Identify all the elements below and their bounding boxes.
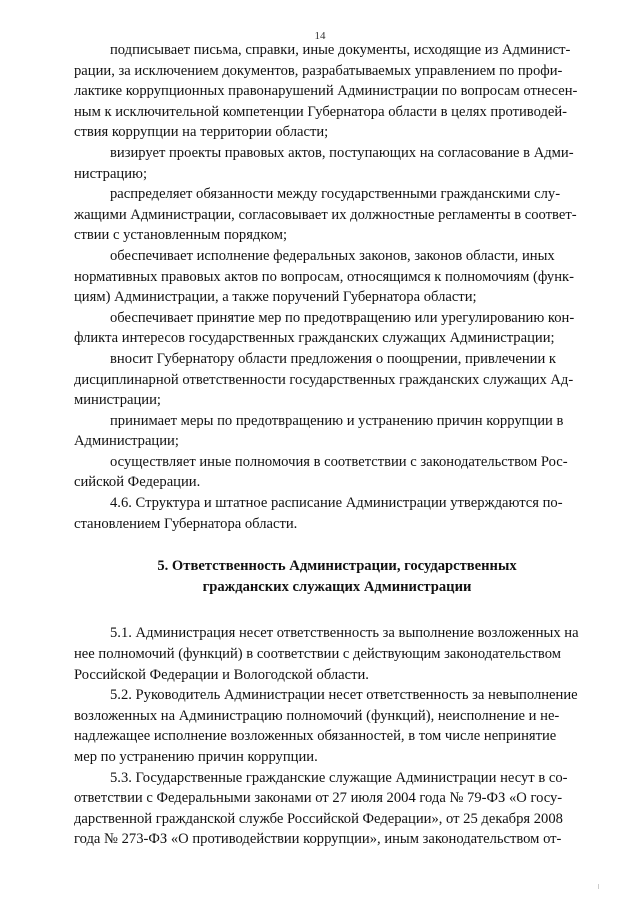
- section-5-heading: 5. Ответственность Администрации, государственных гражданских служащих Администрации: [157, 558, 517, 595]
- paragraph-5-3: 5.3. Государственные гражданские служащие Администрации несут в со- ответствии с Федеральными законами от 27 июля 2004 года № 79-ФЗ «О госу- дарственной гражданской службе Российской Федерации», от 25 декабря 2008 года № 273-ФЗ «О противодействии коррупции», иным законодательством от-: [74, 769, 568, 848]
- paragraph-ensure-execution: обеспечивает исполнение федеральных законов, законов области, иных нормативных правовых актов по вопросам, относящимся к полномочиям (функ- циям) Администрации, а также поручений Губернатора области;: [74, 247, 574, 306]
- paragraph-distribute-duties: распределяет обязанности между государственными гражданскими слу- жащими Администрации, согласовывает их должностные регламенты в соответ- ствии с установленным порядком;: [74, 186, 577, 244]
- paragraph-other-powers: осуществляет иные полномочия в соответствии с законодательством Рос- сийской Федерации.: [74, 453, 568, 491]
- paragraph-5-2: 5.2. Руководитель Администрации несет ответственность за невыполнение возложенных на Администрацию полномочий (функций), неисполнение и не- надлежащее исполнение возложенных обязанностей, в том числе непринятие мер по устранению причин коррупции.: [74, 687, 578, 765]
- paragraph-proposals-governor: вносит Губернатору области предложения о поощрении, привлечении к дисциплинарной ответственности государственных гражданских служащих Ад- министрации;: [74, 350, 574, 409]
- paragraph-corruption-measures: принимает меры по предотвращению и устранению причин коррупции в Администрации;: [74, 412, 564, 450]
- scan-artifact: [598, 884, 599, 889]
- paragraph-conflict-of-interest: обеспечивает принятие мер по предотвращению или урегулированию кон- фликта интересов государственных гражданских служащих Администрации;: [74, 309, 575, 347]
- paragraph-5-1: 5.1. Администрация несет ответственность за выполнение возложенных на нее полномочий (функций) в соответствии с действующим законодательством Российской Федерации и Вологодской области.: [74, 625, 579, 683]
- paragraph-4-6-structure: 4.6. Структура и штатное расписание Администрации утверждаются по- становлением Губернатора области.: [74, 495, 563, 532]
- paragraph-sign-documents: подписывает письма, справки, иные документы, исходящие из Админист- рации, за исключением документов, разрабатываемых управлением по профи- лактике коррупционных правонарушений Администрации по вопросам отнесен- ным к исключительной компетенции Губернатора области в целях противодей- ствия коррупции на территории области;: [74, 42, 578, 141]
- page-number: 14: [314, 30, 326, 42]
- document-body: [74, 40, 600, 850]
- paragraph-endorse-acts: визирует проекты правовых актов, поступающих на согласование в Адми- нистрацию;: [74, 144, 574, 182]
